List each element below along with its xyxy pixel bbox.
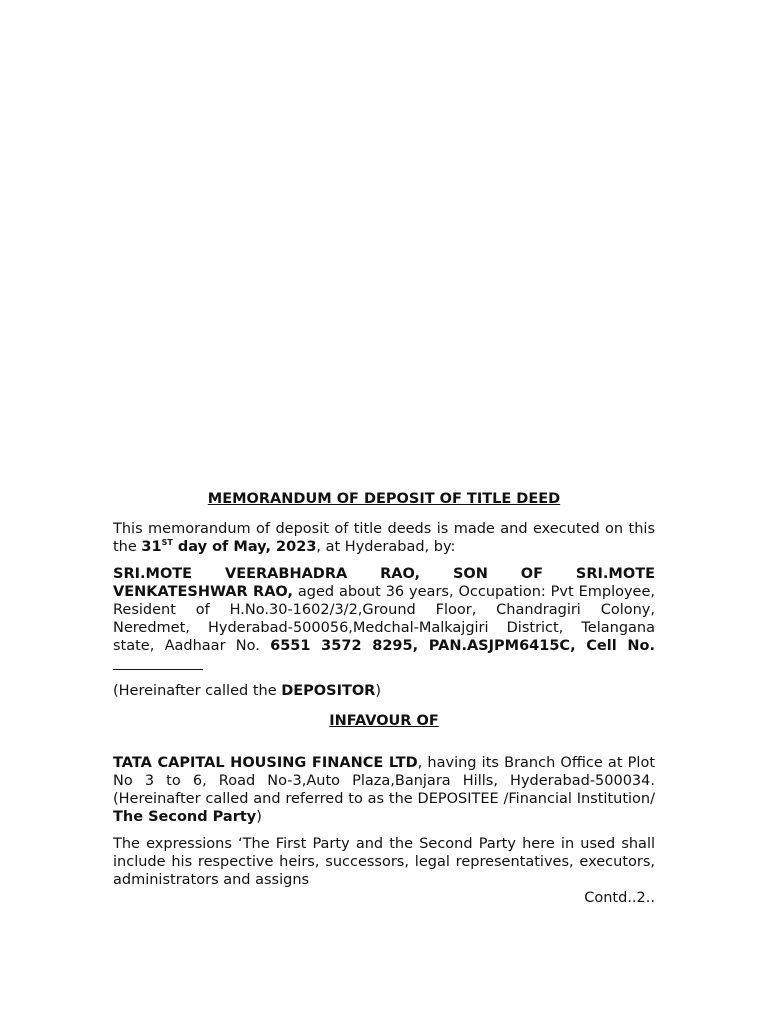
depositor-name: SRI.MOTE VEERABHADRA RAO, SON OF SRI.MOTE VENKATESHWAR RAO, [113, 566, 655, 600]
expressions-paragraph: The expressions ‘The First Party and the Second Party here in used shall include his respective heirs, successors, legal representatives, executors, administrators and assigns [113, 836, 655, 888]
intro-day-rest: day of May, 2023 [172, 539, 317, 555]
cell-number-blank [113, 655, 203, 670]
hereinafter-before: (Hereinafter called the [113, 683, 282, 699]
hereinafter-after: ) [375, 683, 382, 699]
intro-text-before: This memorandum of deposit of title deeds is made and executed on this the [113, 521, 655, 555]
depositee-name: TATA CAPITAL HOUSING FINANCE LTD [113, 755, 418, 771]
depositor-paragraph [113, 565, 655, 673]
hereinafter-depositor [113, 682, 655, 700]
second-party-label: The Second Party [113, 809, 257, 825]
document-title: MEMORANDUM OF DEPOSIT OF TITLE DEED [207, 491, 561, 507]
intro-day-suffix: ST [161, 538, 173, 547]
continued-marker: Contd..2.. [584, 890, 655, 906]
depositor-details: aged about 36 years, Occupation: Pvt Employee, Resident of H.No.30-1602/3/2,Ground Floor, Chandragiri Colony, Neredmet, Hyderabad-500056,Medchal-Malkajgiri District, Telangana state, Aadhaar No. [113, 584, 655, 654]
intro-day-number: 31 [141, 539, 162, 555]
depositee-paragraph [113, 754, 655, 826]
intro-date [141, 539, 316, 555]
intro-paragraph [113, 520, 655, 556]
document-page [113, 490, 655, 907]
depositee-details: , having its Branch Office at Plot No 3 to 6, Road No-3,Auto Plaza,Banjara Hills, Hyderabad-500034. (Hereinafter called and referred to as the DEPOSITEE /Financial Institution/ [113, 755, 656, 807]
intro-text-after: , at Hyderabad, by: [316, 539, 456, 555]
depositor-ids: 6551 3572 8295, PAN.ASJPM6415C, Cell No. [270, 638, 656, 654]
depositor-label: DEPOSITOR [281, 683, 376, 699]
infavour-heading: INFAVOUR OF [329, 713, 439, 729]
depositee-after: ) [256, 809, 262, 825]
